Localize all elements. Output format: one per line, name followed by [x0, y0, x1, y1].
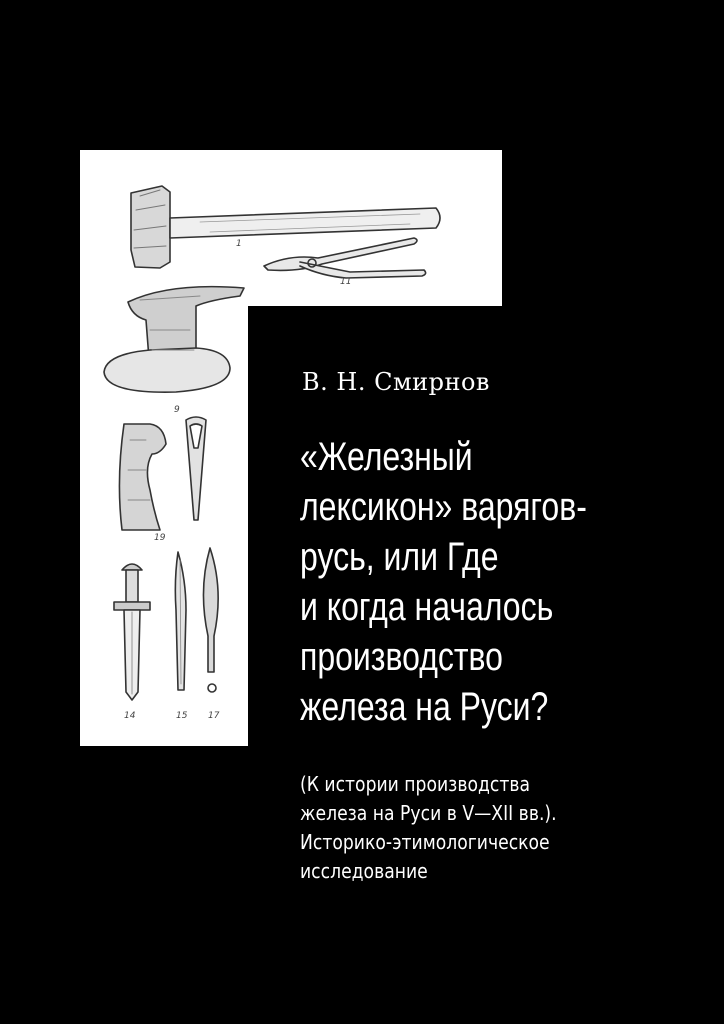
subtitle-line: исследование [300, 859, 428, 883]
title-line: железа на Руси? [300, 685, 549, 729]
figure-number: 9 [174, 405, 180, 415]
author-name: В. Н. Смирнов [302, 368, 490, 396]
title-line: лексикон» варягов- [300, 485, 587, 529]
subtitle-line: железа на Руси в V—XII вв.). [300, 801, 557, 825]
title-line: русь, или Где [300, 535, 499, 579]
title-line: «Железный [300, 435, 473, 479]
figure-number: 14 [124, 711, 136, 721]
figure-number: 15 [176, 711, 188, 721]
book-subtitle [300, 770, 696, 886]
figure-number: 1 [236, 239, 242, 249]
book-title [300, 432, 684, 732]
subtitle-line: (К истории производства [300, 772, 531, 796]
subtitle-line: Историко-этимологическое [300, 830, 550, 854]
title-line: и когда началось [300, 585, 554, 629]
figure-number: 11 [340, 277, 352, 287]
figure-number: 19 [154, 533, 166, 543]
title-line: производство [300, 635, 503, 679]
figure-number: 17 [208, 711, 220, 721]
